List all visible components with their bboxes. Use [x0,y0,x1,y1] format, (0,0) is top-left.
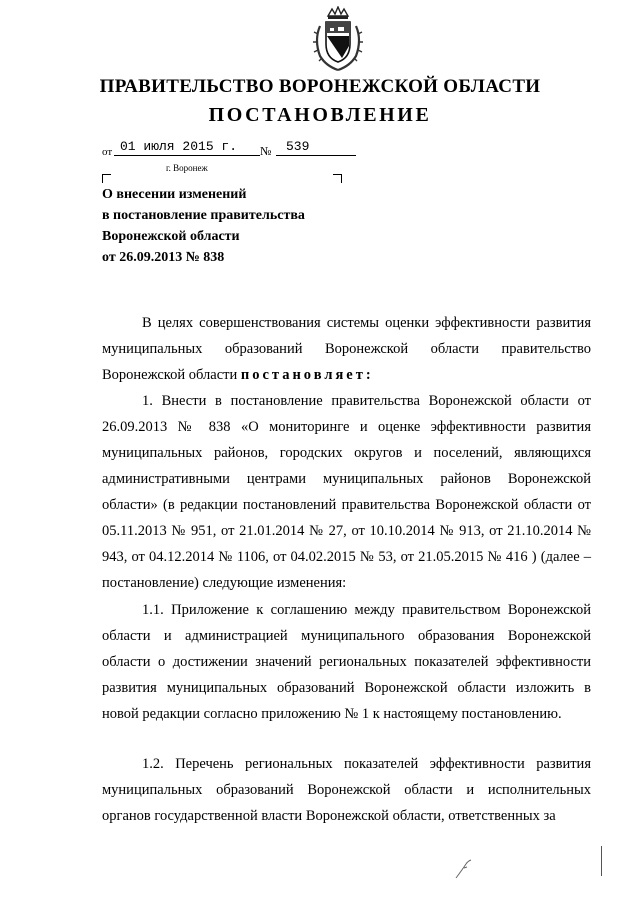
document-date: 01 июля 2015 г. [114,140,260,156]
paragraph-item-1 [102,388,591,596]
subject-line: в постановление правительства [102,208,305,223]
item-1-2-text: 1.2. Перечень региональных показателей эффективности развития муниципальных образований Воронежской области и исполнительных органов государственной власти Воронежской области, ответственных за [102,756,591,824]
document-subject [102,184,362,268]
paragraph-preamble [102,310,591,388]
paragraph-item-1-2 [102,751,591,829]
handwritten-mark [454,858,474,880]
page-edge-mark [601,846,602,876]
document-city: г. Воронеж [166,163,208,173]
number-prefix: № [260,144,272,158]
item-1-text: 1. Внести в постановление правительства Воронежской области от 26.09.2013 № 838 «О мониторинге и оценке эффективности развития муниципальных районов, городских округов и поселений, являющихся административными центрами муниципальных районов Воронежской области» (в редакции постановлений правительства Воронежской области от 05.11.2013 № 951, от 21.01.2014 № 27, от 10.10.2014 № 913, от 21.10.2014 № 943, от 04.12.2014 № 1106, от 04.02.2015 № 53, от 21.05.2015 № 416 ) (далее – постановление) следующие изменения: [102,393,591,591]
subject-line: Воронежской области [102,229,240,244]
voronezh-coat-of-arms-icon [312,6,364,72]
subject-line: от 26.09.2013 № 838 [102,250,225,265]
subject-corner-mark-right [333,174,342,183]
document-number: 539 [276,140,356,156]
organization-title: ПРАВИТЕЛЬСТВО ВОРОНЕЖСКОЙ ОБЛАСТИ [99,76,541,97]
preamble-verb: постановляет: [240,367,374,383]
subject-line: О внесении изменений [102,187,247,202]
date-prefix: от [102,146,113,158]
document-meta [102,140,362,162]
paragraph-item-1-1 [102,597,591,727]
item-1-1-text: 1.1. Приложение к соглашению между правительством Воронежской области и администрацией муниципального образования Воронежской области о достижении значений региональных показателей эффективности развития муниципальных образований Воронежской области изложить в новой редакции согласно приложению № 1 к настоящему постановлению. [102,602,591,722]
document-type-title: ПОСТАНОВЛЕНИЕ [208,104,432,126]
preamble-text: В целях совершенствования системы оценки эффективности развития муниципальных образований Воронежской области правительство Воронежской области [102,315,591,383]
subject-corner-mark-left [102,174,111,183]
